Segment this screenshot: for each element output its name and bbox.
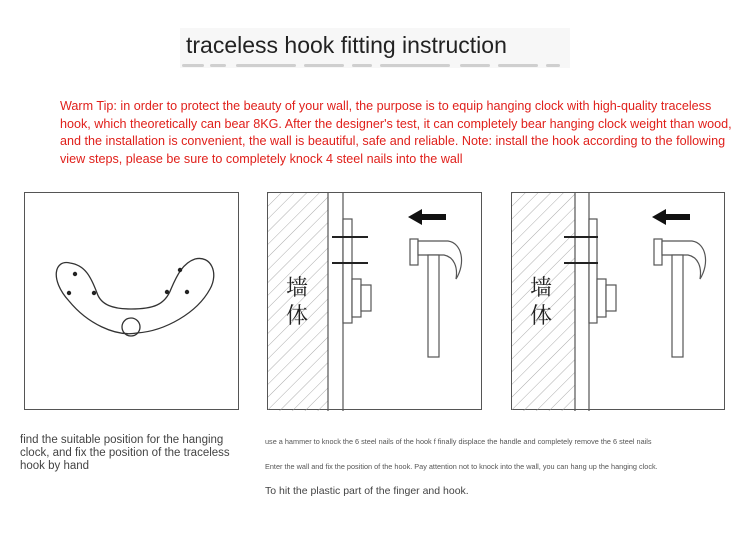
page-title: traceless hook fitting instruction	[180, 28, 570, 68]
step2-caption: use a hammer to knock the 6 steel nails of the hook f finally displace the handle and completely remove the 6 steel nails	[265, 437, 652, 446]
arrow-left-icon	[652, 209, 690, 225]
step2-diagram	[267, 192, 482, 410]
arrow-left-icon	[408, 209, 446, 225]
title-reflection	[180, 62, 570, 70]
step3-caption: Enter the wall and fix the position of the hook. Pay attention not to knock into the wall, you can hang up the hanging clock.	[265, 462, 658, 471]
wall-label: 墙体	[286, 276, 309, 329]
hook-plate-drawing	[25, 193, 240, 411]
step3-diagram	[511, 192, 725, 410]
warm-tip: Warm Tip: in order to protect the beauty of your wall, the purpose is to equip hanging clock with high-quality traceless hook, which theoretically can bear 8KG. After the designer's test, it can completely bear hanging clock weight than wood, and the installation is convenient, the wall is beautiful, safe and reliable. Note: install the hook according to the following view steps, please be sure to completely knock 4 steel nails into the wall	[60, 99, 732, 166]
step1-caption: find the suitable position for the hanging clock, and fix the position of the traceless hook by hand	[20, 434, 230, 472]
wall-label-2: 墙体	[530, 276, 553, 329]
note-caption: To hit the plastic part of the finger and hook.	[265, 485, 469, 497]
step1-diagram	[24, 192, 239, 410]
